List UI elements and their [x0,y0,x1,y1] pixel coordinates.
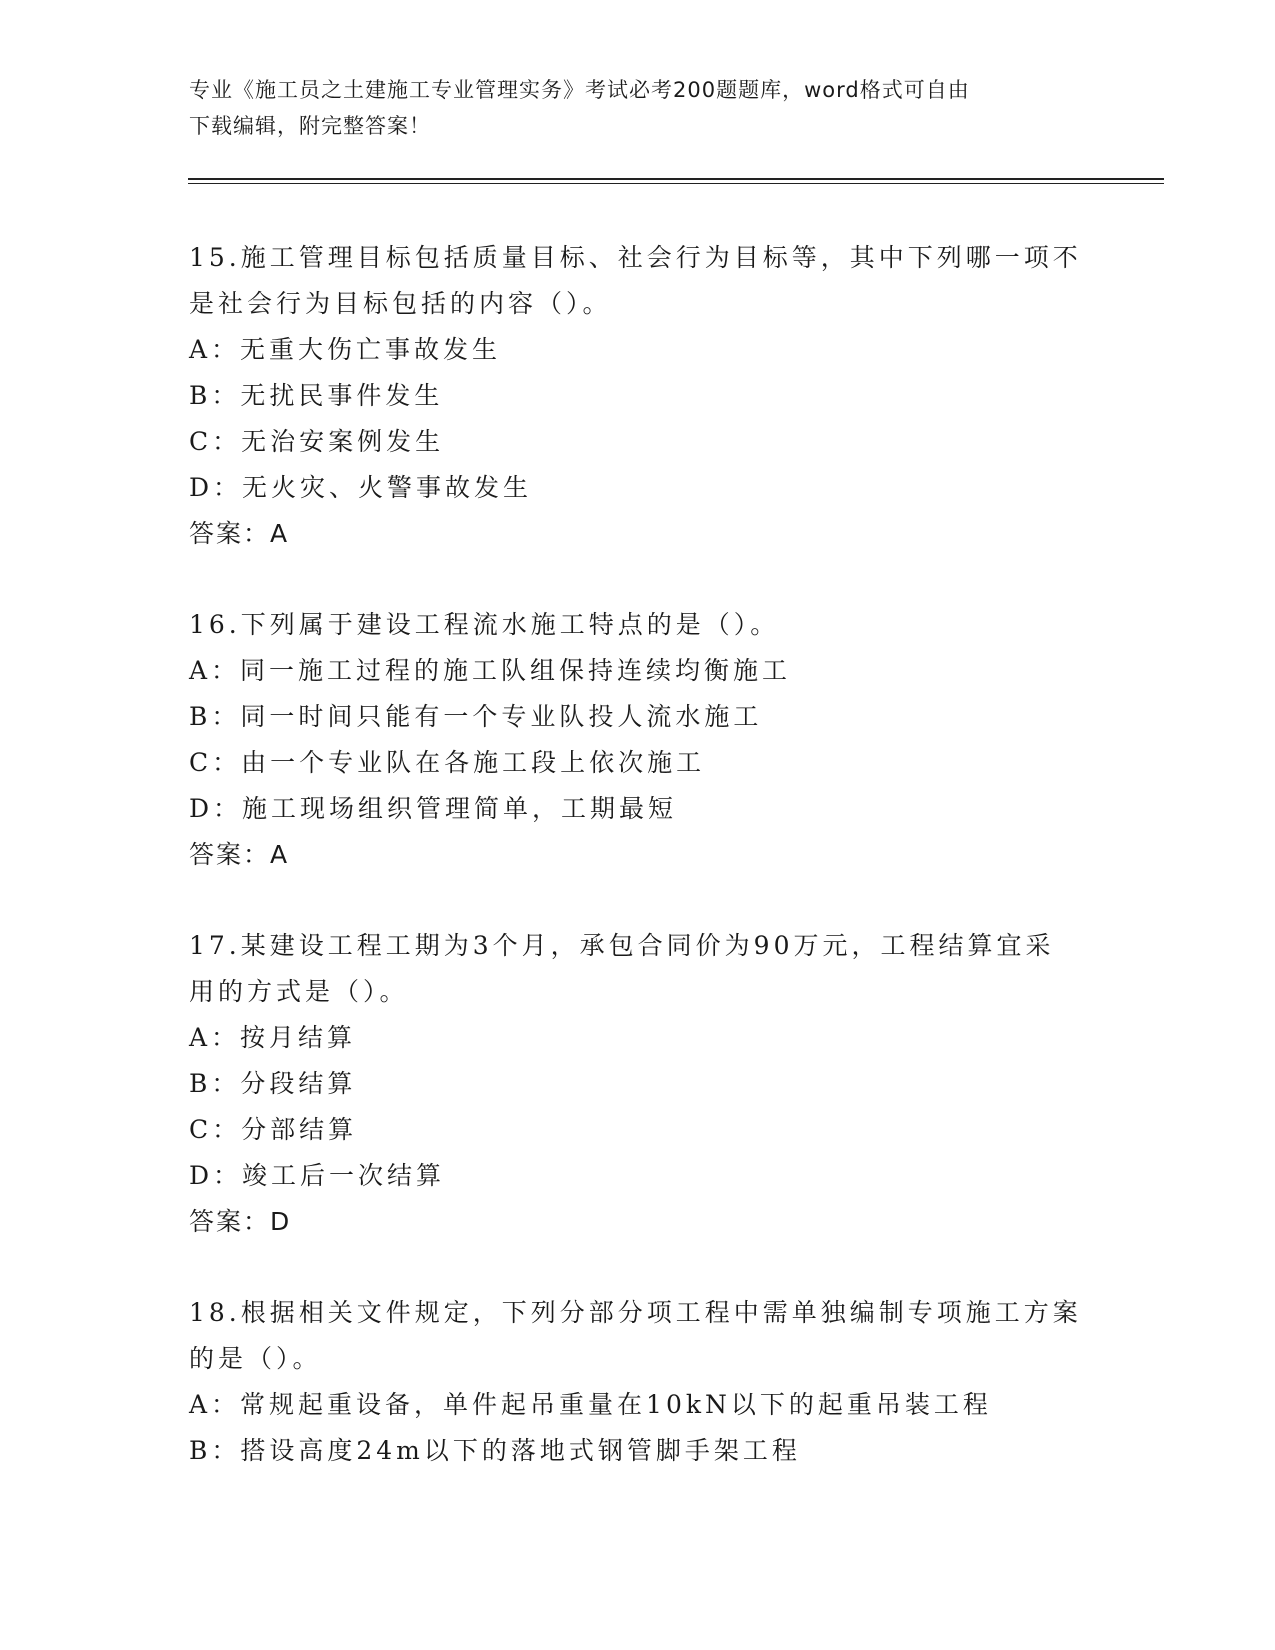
question-list [189,235,1089,1519]
question-stem-continued: 是社会行为目标包括的内容（）。 [189,289,612,318]
question-stem: 15.施工管理目标包括质量目标、社会行为目标等，其中下列哪一项不 [189,243,1082,272]
question-stem-continued: 的是（）。 [189,1344,322,1373]
option-a: A：同一施工过程的施工队组保持连续均衡施工 [189,656,792,685]
header-divider-thin [188,183,1164,184]
question-18 [189,1290,1089,1474]
option-a: A：按月结算 [189,1023,357,1052]
question-stem-continued: 用的方式是（）。 [189,977,409,1006]
option-b: B：同一时间只能有一个专业队投人流水施工 [189,702,763,731]
question-stem: 16.下列属于建设工程流水施工特点的是（）。 [189,610,780,639]
option-c: C：无治安案例发生 [189,427,445,456]
option-a: A：无重大伤亡事故发生 [189,335,502,364]
answer-line: 答案：D [189,1207,292,1236]
question-16 [189,602,1089,878]
header-line-2: 下载编辑，附完整答案！ [189,114,431,138]
header-line-1: 专业《施工员之土建施工专业管理实务》考试必考200题题库，word格式可自由 [189,78,970,102]
option-b: B：无扰民事件发生 [189,381,444,410]
answer-line: 答案：A [189,519,290,548]
document-header [189,72,1089,144]
question-stem: 18.根据相关文件规定，下列分部分项工程中需单独编制专项施工方案 [189,1298,1082,1327]
option-b: B：分段结算 [189,1069,357,1098]
question-stem: 17.某建设工程工期为3个月，承包合同价为90万元，工程结算宜采 [189,931,1055,960]
option-b: B：搭设高度24m以下的落地式钢管脚手架工程 [189,1436,801,1465]
option-c: C：分部结算 [189,1115,358,1144]
option-d: D：无火灾、火警事故发生 [189,473,533,502]
question-17 [189,923,1089,1245]
option-d: D：竣工后一次结算 [189,1161,446,1190]
answer-line: 答案：A [189,840,290,869]
option-c: C：由一个专业队在各施工段上依次施工 [189,748,706,777]
question-15 [189,235,1089,557]
option-a: A：常规起重设备，单件起吊重量在10kN以下的起重吊装工程 [189,1390,992,1419]
option-d: D：施工现场组织管理简单，工期最短 [189,794,678,823]
header-divider-thick [188,178,1164,180]
